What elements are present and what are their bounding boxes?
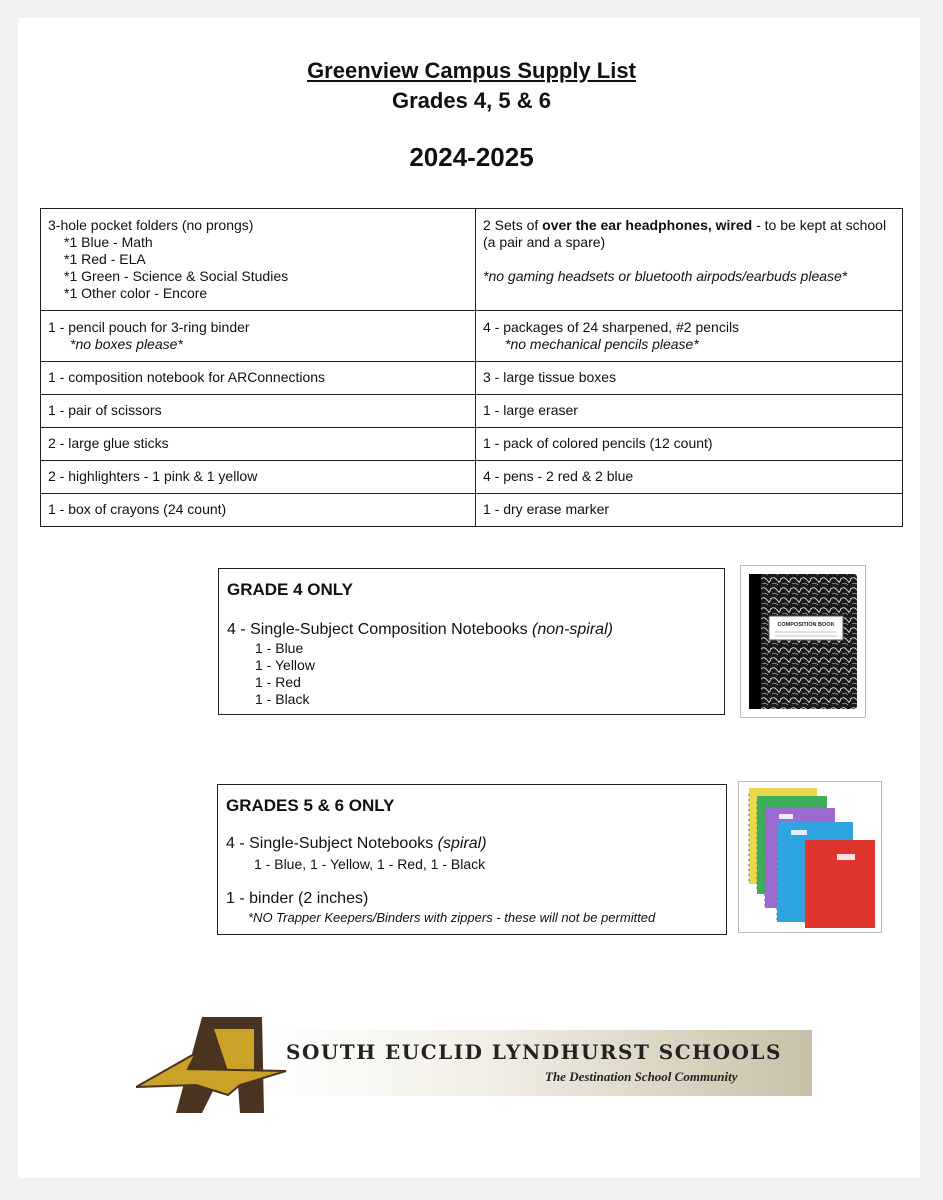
grade56-item1: 4 - Single-Subject Notebooks (spiral) (226, 835, 487, 852)
table-cell (476, 311, 903, 362)
list-item: 1 - Yellow (255, 657, 315, 673)
grade56-item2: 1 - binder (2 inches) (226, 890, 369, 907)
list-item: 4 - packages of 24 sharpened, #2 pencils (483, 319, 740, 335)
spiral-notebooks-image (738, 781, 882, 933)
list-item: 1 - Blue, 1 - Yellow, 1 - Red, 1 - Black (254, 856, 486, 872)
table-cell: 1 - pack of colored pencils (12 count) (476, 428, 903, 461)
table-cell: 2 - highlighters - 1 pink & 1 yellow (41, 461, 476, 494)
table-row (41, 311, 903, 362)
item-note: *NO Trapper Keepers/Binders with zippers - these will not be permitted (248, 910, 656, 925)
table-cell: 1 - box of crayons (24 count) (41, 494, 476, 527)
table-cell: 4 - pens - 2 red & 2 blue (476, 461, 903, 494)
school-tagline: The Destination School Community (545, 1069, 738, 1084)
table-row (41, 362, 903, 395)
table-row (41, 494, 903, 527)
table-cell (476, 209, 903, 311)
list-item: *1 Blue - Math (64, 234, 153, 250)
table-cell: 1 - large eraser (476, 395, 903, 428)
item-note: *no boxes please* (70, 336, 183, 352)
table-cell: 1 - dry erase marker (476, 494, 903, 527)
school-year: 2024-2025 (409, 142, 534, 172)
list-item: 3-hole pocket folders (no prongs) (48, 217, 254, 233)
table-cell: 2 - large glue sticks (41, 428, 476, 461)
composition-notebook-image (740, 565, 866, 718)
list-item: 1 - Blue (255, 640, 304, 656)
spiral-stack (749, 788, 875, 928)
table-row (41, 461, 903, 494)
list-item: *1 Other color - Encore (64, 285, 208, 301)
grade56-box (217, 784, 727, 935)
grade4-item: 4 - Single-Subject Composition Notebooks (non-spiral) (227, 621, 613, 638)
item-note: *no gaming headsets or bluetooth airpods/earbuds please* (483, 268, 848, 284)
item-note: *no mechanical pencils please* (505, 336, 699, 352)
table-cell (41, 209, 476, 311)
list-item: 1 - Black (255, 691, 310, 707)
school-logo-icon (136, 1015, 296, 1115)
list-item: 1 - pencil pouch for 3-ring binder (48, 319, 250, 335)
table-row (41, 395, 903, 428)
supply-table (40, 208, 903, 527)
list-item: 2 Sets of over the ear headphones, wired - to be kept at school (a pair and a spare) (483, 217, 887, 250)
school-name: SOUTH EUCLID LYNDHURST SCHOOLS (286, 1040, 782, 1064)
grade56-title: GRADES 5 & 6 ONLY (226, 796, 395, 815)
grade4-title: GRADE 4 ONLY (227, 580, 353, 599)
list-item: 1 - Red (255, 674, 301, 690)
notebook-label: COMPOSITION BOOK (777, 622, 835, 628)
table-cell: 1 - pair of scissors (41, 395, 476, 428)
table-cell: 1 - composition notebook for ARConnections (41, 362, 476, 395)
table-cell: 3 - large tissue boxes (476, 362, 903, 395)
grade4-box (218, 568, 725, 715)
list-item: *1 Red - ELA (64, 251, 146, 267)
table-cell (41, 311, 476, 362)
list-item: *1 Green - Science & Social Studies (64, 268, 289, 284)
page-title: Greenview Campus Supply List (307, 58, 636, 83)
table-row (41, 428, 903, 461)
table-row (41, 209, 903, 311)
page-subtitle: Grades 4, 5 & 6 (392, 88, 551, 113)
